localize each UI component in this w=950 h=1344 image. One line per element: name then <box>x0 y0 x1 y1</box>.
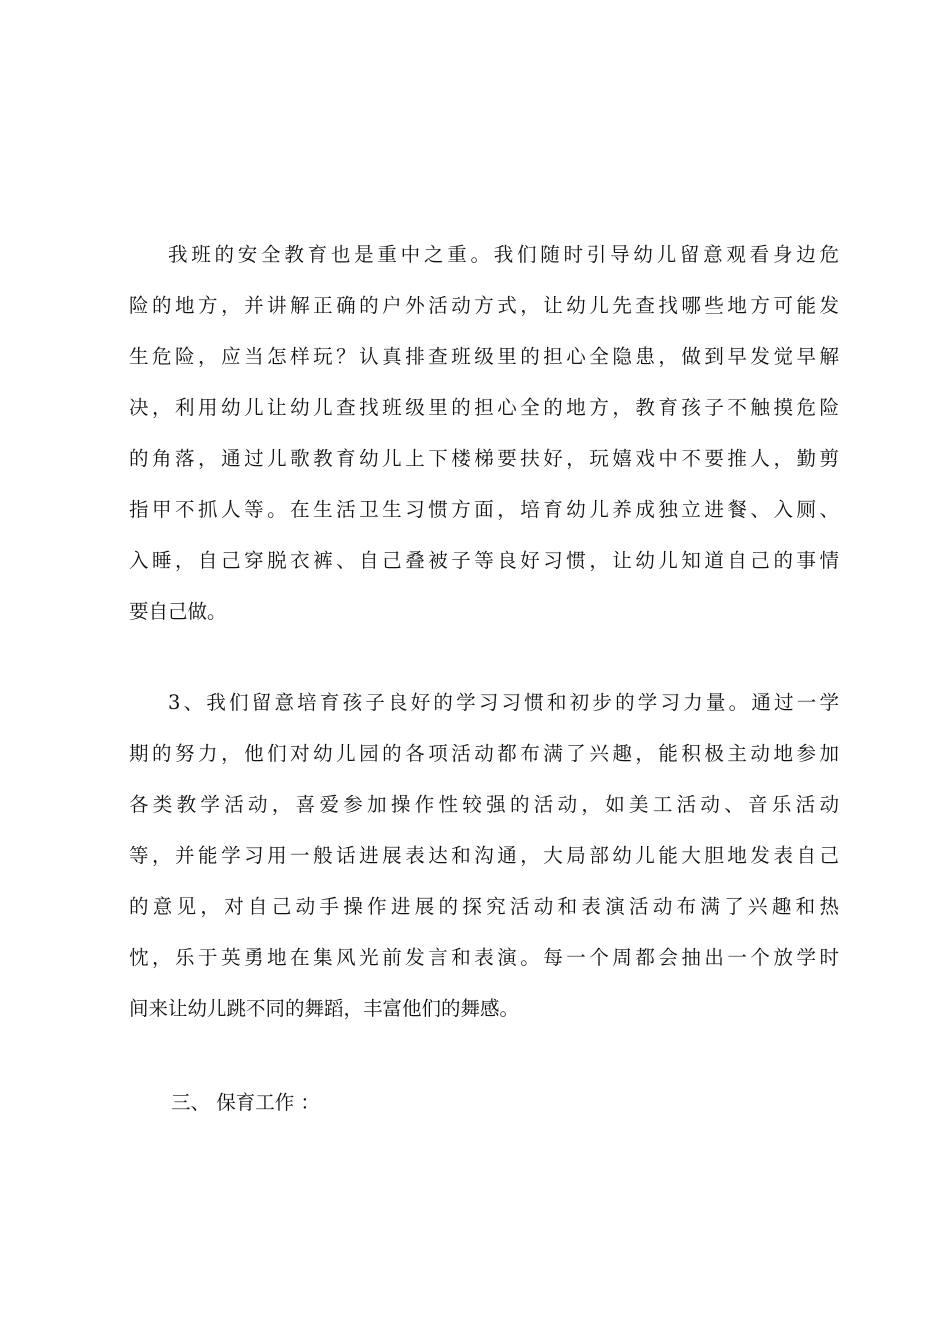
text-line: 我班的安全教育也是重中之重。我们随时引导幼儿留意观看身边危 <box>168 243 839 266</box>
text-line: 指甲不抓人等。在生活卫生习惯方面，培育幼儿养成独立进餐、入厕、 <box>129 498 839 521</box>
text-line: 的意见，对自己动手操作进展的探究活动和表演活动布满了兴趣和热 <box>129 895 839 918</box>
text-line: 险的地方，并讲解正确的户外活动方式，让幼儿先查找哪些地方可能发 <box>129 294 839 317</box>
text-line: 期的努力，他们对幼儿园的各项活动都布满了兴趣，能积极主动地参加 <box>129 742 839 765</box>
text-line: 3、我们留意培育孩子良好的学习习惯和初步的学习力量。通过一学 <box>168 691 839 714</box>
text-line: 忱，乐于英勇地在集风光前发言和表演。每一个周都会抽出一个放学时 <box>129 946 839 969</box>
text-line: 决，利用幼儿让幼儿查找班级里的担心全的地方，教育孩子不触摸危险 <box>129 396 839 419</box>
text-line: 等，并能学习用一般话进展表达和沟通，大局部幼儿能大胆地发表自己 <box>129 844 839 867</box>
text-line: 要自己做。 <box>129 600 227 623</box>
text-line: 生危险，应当怎样玩？认真排查班级里的担心全隐患，做到早发觉早解 <box>129 345 839 368</box>
text-line: 各类教学活动，喜爱参加操作性较强的活动，如美工活动、音乐活动 <box>129 793 839 816</box>
section-heading: 三、 保育工作 ： <box>171 1091 320 1114</box>
text-line: 的角落，通过儿歌教育幼儿上下楼梯要扶好，玩嬉戏中不要推人，勤剪 <box>129 447 839 470</box>
text-line: 入睡，自己穿脱衣裤、自己叠被子等良好习惯，让幼儿知道自己的事情 <box>129 549 839 572</box>
text-line: 间来让幼儿跳不同的舞蹈，丰富他们的舞感。 <box>129 997 520 1020</box>
